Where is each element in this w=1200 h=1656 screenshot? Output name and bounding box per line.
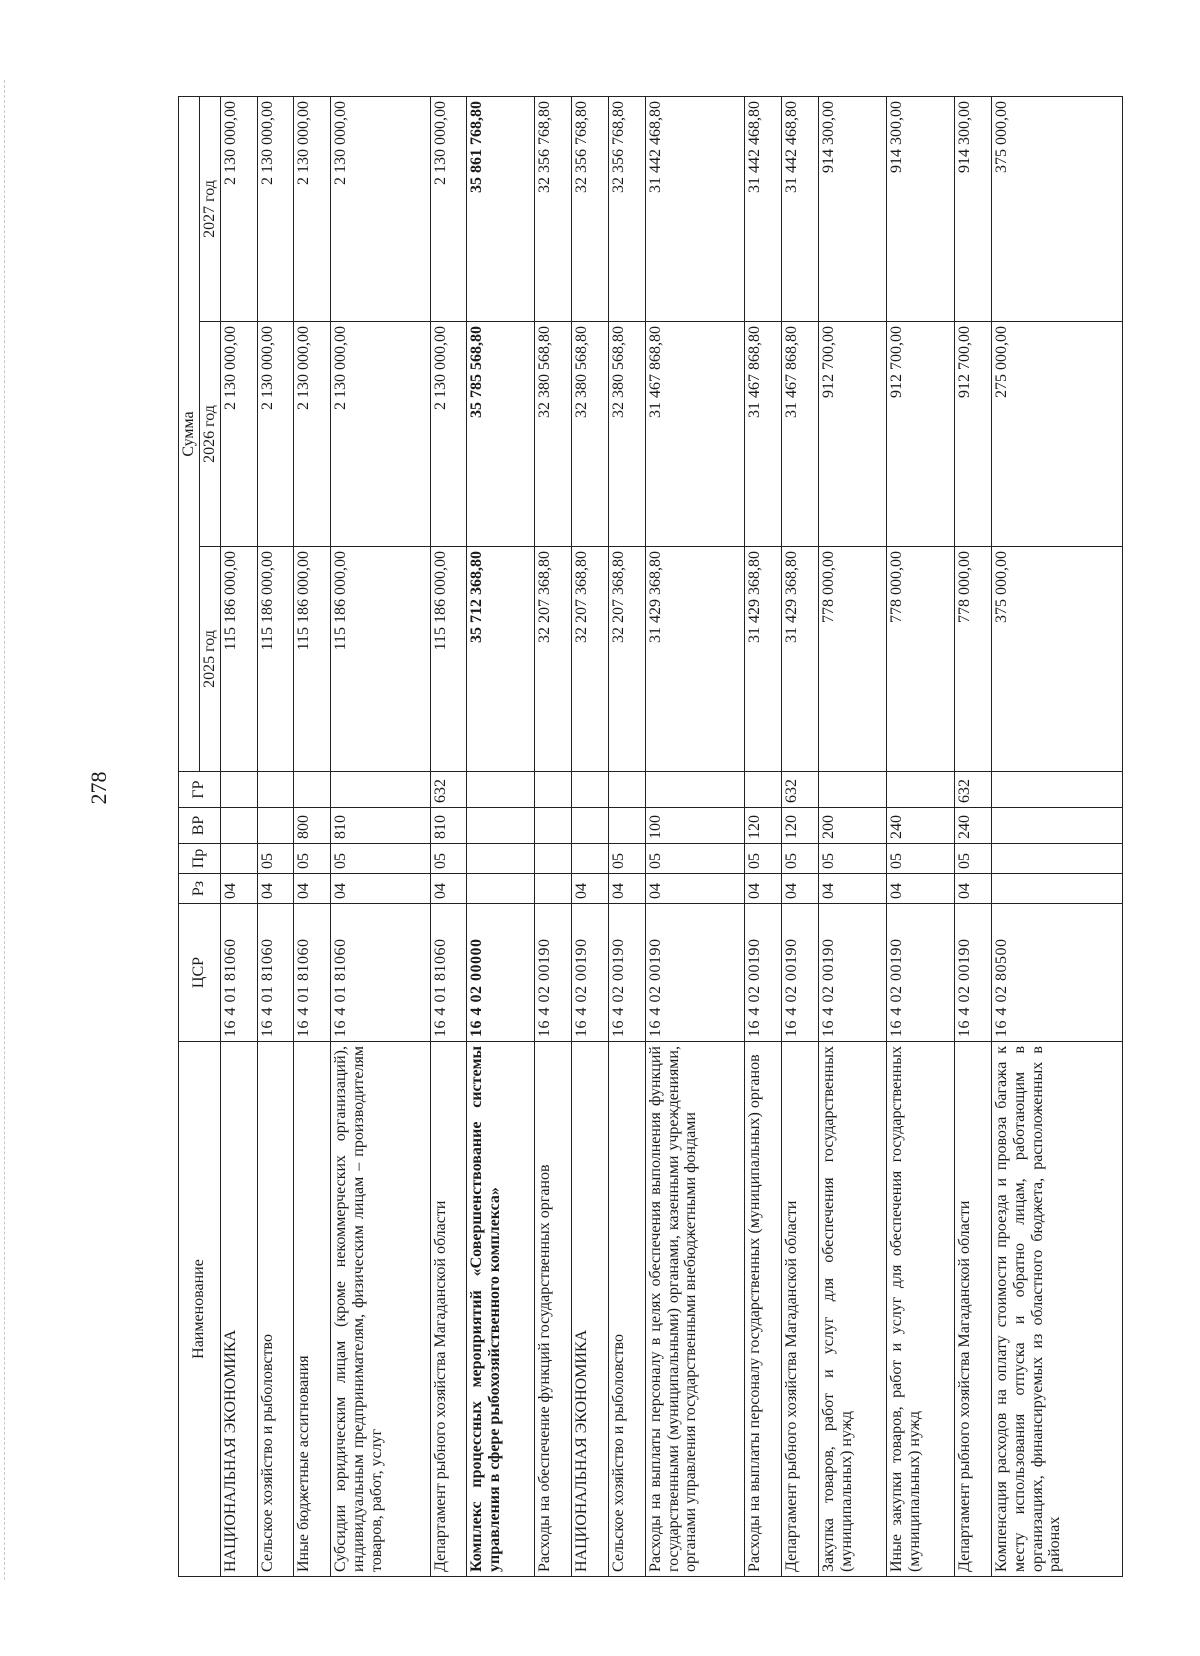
cell-2027: 32 356 768,80 bbox=[608, 96, 645, 321]
cell-vr bbox=[535, 808, 572, 844]
cell-rz: 04 bbox=[257, 874, 294, 904]
cell-name: Закупка товаров, работ и услуг для обеспечения государственных (муниципальных) нужд bbox=[818, 1042, 886, 1577]
cell-2027: 32 356 768,80 bbox=[535, 96, 572, 321]
cell-rz: 04 bbox=[294, 874, 331, 904]
table-row bbox=[781, 96, 818, 1576]
cell-2027: 914 300,00 bbox=[955, 96, 992, 321]
cell-2026: 912 700,00 bbox=[955, 322, 992, 547]
cell-2027: 2 130 000,00 bbox=[330, 96, 430, 321]
cell-name: Сельское хозяйство и рыболовство bbox=[608, 1042, 645, 1577]
cell-csr: 16 4 02 00190 bbox=[955, 904, 992, 1042]
table-row bbox=[745, 96, 782, 1576]
cell-rz: 04 bbox=[645, 874, 745, 904]
cell-gr bbox=[467, 772, 535, 808]
cell-rz: 04 bbox=[955, 874, 992, 904]
cell-vr: 120 bbox=[781, 808, 818, 844]
header-sum: Сумма bbox=[179, 96, 200, 771]
cell-name: Иные бюджетные ассигнования bbox=[294, 1042, 331, 1577]
cell-csr: 16 4 01 81060 bbox=[257, 904, 294, 1042]
cell-csr: 16 4 02 00190 bbox=[645, 904, 745, 1042]
cell-vr: 810 bbox=[430, 808, 467, 844]
cell-gr bbox=[294, 772, 331, 808]
cell-name: Расходы на обеспечение функций государственных органов bbox=[535, 1042, 572, 1577]
cell-2025: 778 000,00 bbox=[886, 547, 954, 772]
cell-2026: 275 000,00 bbox=[991, 322, 1122, 547]
cell-2026: 2 130 000,00 bbox=[430, 322, 467, 547]
cell-gr: 632 bbox=[955, 772, 992, 808]
cell-gr bbox=[991, 772, 1122, 808]
cell-2026: 31 467 868,80 bbox=[745, 322, 782, 547]
table-row bbox=[430, 96, 467, 1576]
table-row bbox=[257, 96, 294, 1576]
cell-vr: 100 bbox=[645, 808, 745, 844]
cell-2026: 31 467 868,80 bbox=[781, 322, 818, 547]
cell-pr: 05 bbox=[294, 844, 331, 874]
rotated-table-container bbox=[178, 97, 1123, 1577]
cell-name: Расходы на выплаты персоналу государственных (муниципальных) органов bbox=[745, 1042, 782, 1577]
header-year-2026: 2026 год bbox=[199, 322, 220, 547]
cell-2025: 115 186 000,00 bbox=[294, 547, 331, 772]
cell-rz bbox=[991, 874, 1122, 904]
cell-csr: 16 4 01 81060 bbox=[220, 904, 257, 1042]
cell-2025: 115 186 000,00 bbox=[330, 547, 430, 772]
cell-2027: 35 861 768,80 bbox=[467, 96, 535, 321]
cell-name: НАЦИОНАЛЬНАЯ ЭКОНОМИКА bbox=[220, 1042, 257, 1577]
cell-csr: 16 4 02 00190 bbox=[745, 904, 782, 1042]
cell-vr bbox=[991, 808, 1122, 844]
cell-2025: 31 429 368,80 bbox=[745, 547, 782, 772]
cell-2025: 778 000,00 bbox=[818, 547, 886, 772]
cell-csr: 16 4 02 00190 bbox=[886, 904, 954, 1042]
cell-name: Департамент рыбного хозяйства Магаданской области bbox=[781, 1042, 818, 1577]
cell-name: Иные закупки товаров, работ и услуг для обеспечения государственных (муниципальных) нужд bbox=[886, 1042, 954, 1577]
cell-pr: 05 bbox=[818, 844, 886, 874]
header-year-2025: 2025 год bbox=[199, 547, 220, 772]
cell-rz bbox=[467, 874, 535, 904]
cell-2025: 35 712 368,80 bbox=[467, 547, 535, 772]
cell-2026: 912 700,00 bbox=[886, 322, 954, 547]
cell-pr: 05 bbox=[257, 844, 294, 874]
cell-name: НАЦИОНАЛЬНАЯ ЭКОНОМИКА bbox=[572, 1042, 609, 1577]
cell-rz: 04 bbox=[886, 874, 954, 904]
cell-rz: 04 bbox=[220, 874, 257, 904]
cell-2027: 914 300,00 bbox=[818, 96, 886, 321]
table-row bbox=[991, 96, 1122, 1576]
cell-rz: 04 bbox=[330, 874, 430, 904]
cell-pr: 05 bbox=[886, 844, 954, 874]
cell-2025: 31 429 368,80 bbox=[781, 547, 818, 772]
table-row bbox=[220, 96, 257, 1576]
cell-vr: 800 bbox=[294, 808, 331, 844]
cell-2025: 375 000,00 bbox=[991, 547, 1122, 772]
cell-pr bbox=[220, 844, 257, 874]
cell-2025: 31 429 368,80 bbox=[645, 547, 745, 772]
cell-2025: 115 186 000,00 bbox=[430, 547, 467, 772]
cell-name: Комплекс процессных мероприятий «Совершенствование системы управления в сфере рыбохозяйственного комплекса» bbox=[467, 1042, 535, 1577]
cell-2027: 2 130 000,00 bbox=[220, 96, 257, 321]
scan-edge-marks bbox=[4, 80, 7, 1580]
cell-gr bbox=[257, 772, 294, 808]
header-year-2027: 2027 год bbox=[199, 96, 220, 321]
cell-gr bbox=[818, 772, 886, 808]
table-row bbox=[535, 96, 572, 1576]
cell-pr: 05 bbox=[781, 844, 818, 874]
table-row bbox=[645, 96, 745, 1576]
cell-csr: 16 4 01 81060 bbox=[430, 904, 467, 1042]
cell-gr bbox=[745, 772, 782, 808]
cell-rz: 04 bbox=[608, 874, 645, 904]
cell-vr: 120 bbox=[745, 808, 782, 844]
cell-2027: 2 130 000,00 bbox=[294, 96, 331, 321]
cell-2027: 2 130 000,00 bbox=[257, 96, 294, 321]
table-row bbox=[294, 96, 331, 1576]
cell-name: Департамент рыбного хозяйства Магаданской области bbox=[430, 1042, 467, 1577]
table-row bbox=[818, 96, 886, 1576]
cell-2026: 32 380 568,80 bbox=[572, 322, 609, 547]
cell-gr bbox=[220, 772, 257, 808]
cell-rz bbox=[535, 874, 572, 904]
cell-2025: 32 207 368,80 bbox=[535, 547, 572, 772]
cell-gr bbox=[330, 772, 430, 808]
cell-2025: 32 207 368,80 bbox=[608, 547, 645, 772]
header-pr: Пр bbox=[179, 844, 221, 874]
cell-gr bbox=[886, 772, 954, 808]
cell-pr bbox=[572, 844, 609, 874]
cell-csr: 16 4 01 81060 bbox=[330, 904, 430, 1042]
cell-2025: 32 207 368,80 bbox=[572, 547, 609, 772]
cell-gr bbox=[572, 772, 609, 808]
cell-2027: 31 442 468,80 bbox=[745, 96, 782, 321]
cell-vr bbox=[608, 808, 645, 844]
cell-2027: 31 442 468,80 bbox=[781, 96, 818, 321]
cell-2025: 115 186 000,00 bbox=[220, 547, 257, 772]
header-name: Наименование bbox=[179, 1042, 221, 1577]
cell-gr: 632 bbox=[781, 772, 818, 808]
header-gr: ГР bbox=[179, 772, 221, 808]
cell-2026: 31 467 868,80 bbox=[645, 322, 745, 547]
table-row bbox=[955, 96, 992, 1576]
cell-csr: 16 4 02 00190 bbox=[535, 904, 572, 1042]
cell-csr: 16 4 02 80500 bbox=[991, 904, 1122, 1042]
cell-pr: 05 bbox=[430, 844, 467, 874]
cell-pr: 05 bbox=[955, 844, 992, 874]
cell-gr bbox=[608, 772, 645, 808]
cell-pr: 05 bbox=[330, 844, 430, 874]
page-number: 278 bbox=[86, 771, 111, 805]
cell-csr: 16 4 01 81060 bbox=[294, 904, 331, 1042]
cell-vr: 240 bbox=[955, 808, 992, 844]
cell-2025: 115 186 000,00 bbox=[257, 547, 294, 772]
cell-2026: 2 130 000,00 bbox=[220, 322, 257, 547]
header-vr: ВР bbox=[179, 808, 221, 844]
cell-pr: 05 bbox=[745, 844, 782, 874]
cell-vr: 200 bbox=[818, 808, 886, 844]
cell-name: Субсидии юридическим лицам (кроме некоммерческих организаций), индивидуальным предпринимателям, физическим лицам – производителям товаров, работ, услуг bbox=[330, 1042, 430, 1577]
cell-2025: 778 000,00 bbox=[955, 547, 992, 772]
cell-vr bbox=[572, 808, 609, 844]
budget-table bbox=[178, 96, 1123, 1577]
cell-rz: 04 bbox=[745, 874, 782, 904]
table-body bbox=[220, 96, 1122, 1576]
cell-gr bbox=[645, 772, 745, 808]
cell-2027: 914 300,00 bbox=[886, 96, 954, 321]
cell-rz: 04 bbox=[430, 874, 467, 904]
cell-2026: 2 130 000,00 bbox=[330, 322, 430, 547]
cell-2026: 912 700,00 bbox=[818, 322, 886, 547]
cell-2027: 32 356 768,80 bbox=[572, 96, 609, 321]
cell-2027: 375 000,00 bbox=[991, 96, 1122, 321]
cell-2026: 2 130 000,00 bbox=[294, 322, 331, 547]
cell-2026: 32 380 568,80 bbox=[608, 322, 645, 547]
cell-rz: 04 bbox=[572, 874, 609, 904]
cell-name: Департамент рыбного хозяйства Магаданской области bbox=[955, 1042, 992, 1577]
header-rz: Рз bbox=[179, 874, 221, 904]
header-csr: ЦСР bbox=[179, 904, 221, 1042]
table-row bbox=[608, 96, 645, 1576]
cell-rz: 04 bbox=[781, 874, 818, 904]
cell-2026: 32 380 568,80 bbox=[535, 322, 572, 547]
cell-2027: 2 130 000,00 bbox=[430, 96, 467, 321]
cell-vr bbox=[467, 808, 535, 844]
cell-pr bbox=[535, 844, 572, 874]
cell-2026: 35 785 568,80 bbox=[467, 322, 535, 547]
cell-vr: 240 bbox=[886, 808, 954, 844]
table-row bbox=[330, 96, 430, 1576]
cell-name: Сельское хозяйство и рыболовство bbox=[257, 1042, 294, 1577]
cell-name: Компенсация расходов на оплату стоимости проезда и провоза багажа к месту использования отпуска и обратно лицам, работающим в организациях, финансируемых из областного бюджета, расположенных в районах bbox=[991, 1042, 1122, 1577]
cell-vr bbox=[257, 808, 294, 844]
table-row bbox=[886, 96, 954, 1576]
cell-csr: 16 4 02 00190 bbox=[818, 904, 886, 1042]
cell-name: Расходы на выплаты персоналу в целях обеспечения выполнения функций государственными (муниципальными) органами, казенными учреждениями, органами управления государственными внебюджетными фондами bbox=[645, 1042, 745, 1577]
cell-vr bbox=[220, 808, 257, 844]
cell-pr bbox=[991, 844, 1122, 874]
table-row bbox=[572, 96, 609, 1576]
cell-gr bbox=[535, 772, 572, 808]
cell-pr: 05 bbox=[645, 844, 745, 874]
cell-2027: 31 442 468,80 bbox=[645, 96, 745, 321]
cell-2026: 2 130 000,00 bbox=[257, 322, 294, 547]
table-row bbox=[467, 96, 535, 1576]
cell-pr bbox=[467, 844, 535, 874]
cell-rz: 04 bbox=[818, 874, 886, 904]
cell-csr: 16 4 02 00000 bbox=[467, 904, 535, 1042]
cell-pr: 05 bbox=[608, 844, 645, 874]
cell-vr: 810 bbox=[330, 808, 430, 844]
cell-csr: 16 4 02 00190 bbox=[572, 904, 609, 1042]
cell-gr: 632 bbox=[430, 772, 467, 808]
cell-csr: 16 4 02 00190 bbox=[781, 904, 818, 1042]
cell-csr: 16 4 02 00190 bbox=[608, 904, 645, 1042]
